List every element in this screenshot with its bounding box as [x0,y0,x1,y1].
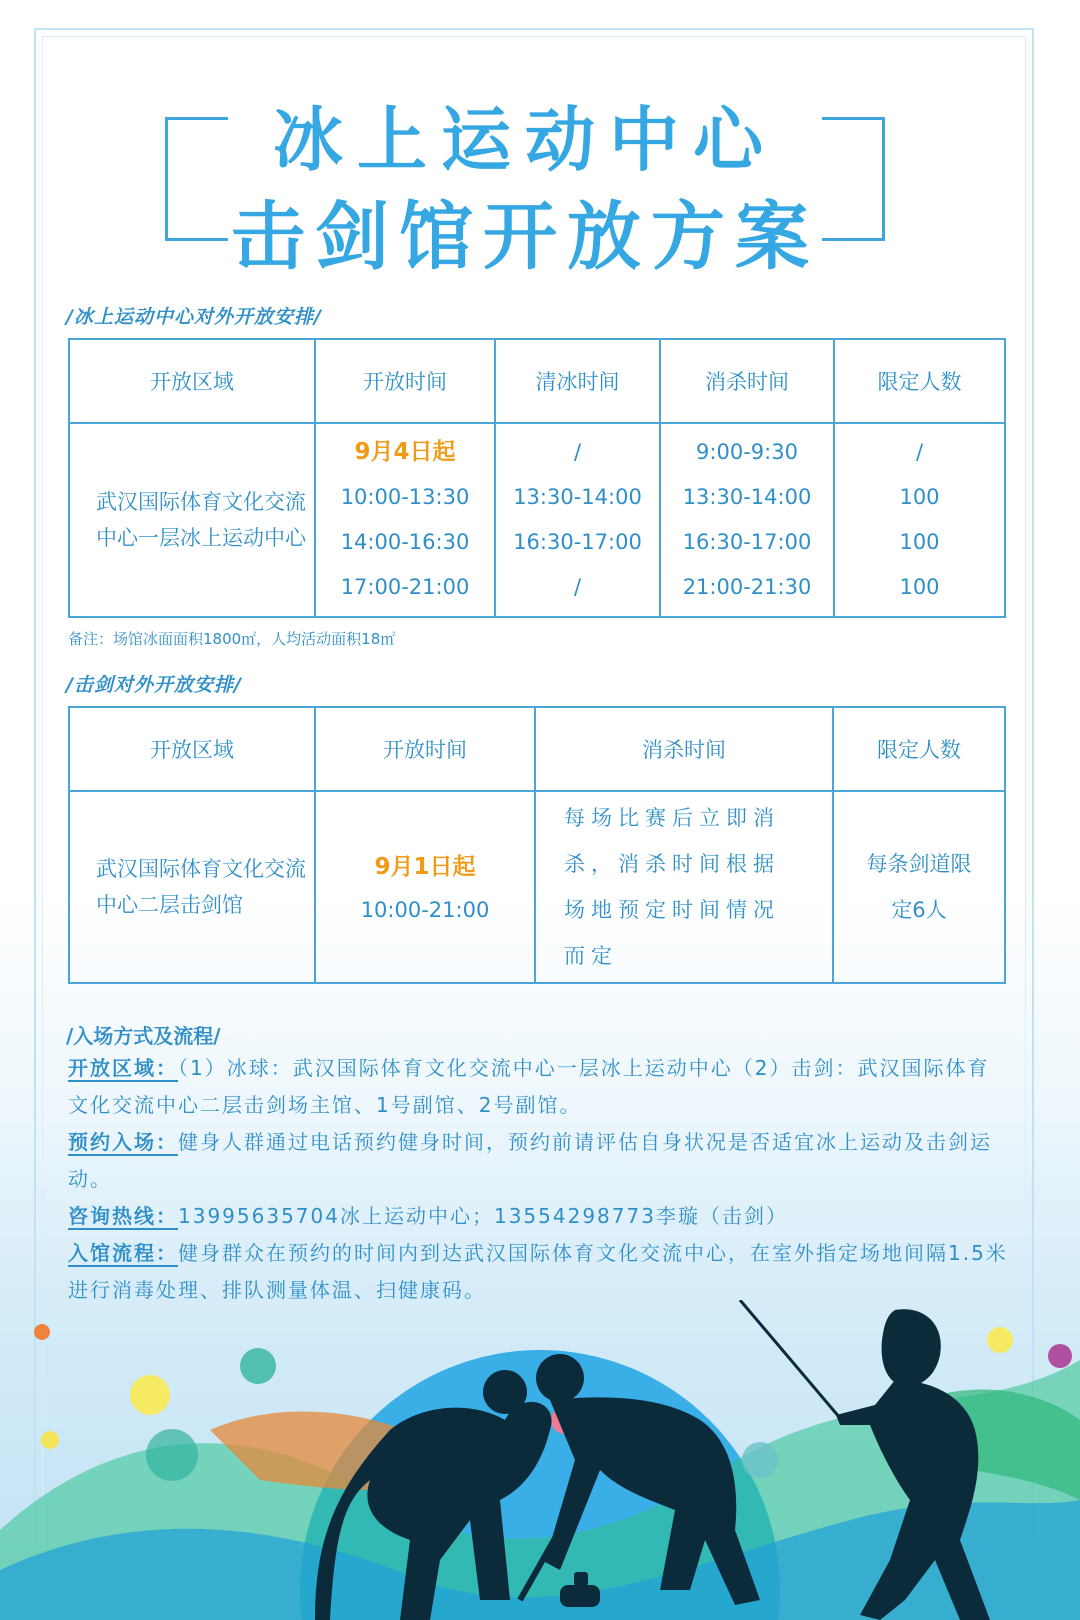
header-cell: 清冰时间 [495,339,660,423]
ice-start-date: 9月4日起 [354,439,456,465]
ice-note: 备注：场馆冰面面积1800㎡，人均活动面积18㎡ [68,630,396,648]
table-row [69,423,1005,617]
fencing-open-time: 10:00-21:00 [360,898,490,922]
fencing-schedule-table [68,706,1006,984]
limit: 100 [899,575,940,599]
ice-open-time-cell [315,423,495,617]
fencing-section-heading: /击剑对外开放安排/ [66,674,242,696]
clean-time: / [573,575,582,599]
title-line-1: 冰上运动中心 [273,99,777,181]
header-cell: 开放时间 [315,339,495,423]
flow-item [68,1235,1008,1309]
fencing-disinfect-cell: 每场比赛后立即消杀，消杀时间根据场地预定时间情况而定 [535,791,833,983]
header-cell: 开放区域 [69,339,315,423]
disinfect-time: 13:30-14:00 [682,485,812,509]
open-time: 14:00-16:30 [340,530,470,554]
table-header-row [69,707,1005,791]
fencing-area-cell: 武汉国际体育文化交流中心二层击剑馆 [69,791,315,983]
table-header-row [69,339,1005,423]
header-cell: 限定人数 [833,707,1005,791]
clean-time: 16:30-17:00 [513,530,642,554]
sports-illustration [0,1300,1080,1620]
limit: 100 [899,485,940,509]
table-row [69,791,1005,983]
flow-item [68,1198,1008,1235]
ice-schedule-table [68,338,1006,618]
flow-item-key: 入馆流程： [68,1241,178,1265]
limit: 100 [899,530,940,554]
open-time: 17:00-21:00 [340,575,470,599]
ice-limit-cell [834,423,1005,617]
disinfect-time: 9:00-9:30 [696,440,798,464]
flow-item [68,1124,1008,1198]
ice-section-heading: /冰上运动中心对外开放安排/ [66,306,322,328]
clean-time: 13:30-14:00 [513,485,642,509]
flow-heading: /入场方式及流程/ [66,1024,221,1048]
clean-time: / [573,440,582,464]
header-cell: 开放区域 [69,707,315,791]
flow-item-text: 13995635704冰上运动中心；13554298773李璇（击剑） [178,1204,788,1228]
fencing-start-date: 9月1日起 [374,854,476,880]
header-cell: 消杀时间 [660,339,834,423]
limit: / [915,440,924,464]
flow-item-text: 健身群众在预约的时间内到达武汉国际体育文化交流中心，在室外指定场地间隔1.5米进行消毒处理、排队测量体温、扫健康码。 [68,1241,1008,1302]
curling-fencing-silhouettes-icon [0,1300,1080,1620]
flow-item-text: （1）冰球：武汉国际体育文化交流中心一层冰上运动中心（2）击剑：武汉国际体育文化交流中心二层击剑场主馆、1号副馆、2号副馆。 [68,1056,990,1117]
flow-item [68,1050,1008,1124]
ice-clean-time-cell [495,423,660,617]
disinfect-time: 21:00-21:30 [682,575,812,599]
title-block [165,82,885,280]
header-cell: 开放时间 [315,707,535,791]
fencing-open-time-cell [315,791,535,983]
open-time: 10:00-13:30 [340,485,470,509]
ice-area-cell: 武汉国际体育文化交流中心一层冰上运动中心 [69,423,315,617]
fencing-limit-cell: 每条剑道限定6人 [833,791,1005,983]
title-line-2: 击剑馆开放方案 [231,194,819,280]
flow-item-key: 开放区域： [68,1056,178,1080]
ice-disinfect-time-cell [660,423,834,617]
flow-item-text: 健身人群通过电话预约健身时间，预约前请评估自身状况是否适宜冰上运动及击剑运动。 [68,1130,992,1191]
header-cell: 消杀时间 [535,707,833,791]
flow-item-key: 预约入场： [68,1130,178,1154]
flow-section [68,1050,1008,1309]
flow-item-key: 咨询热线： [68,1204,178,1228]
header-cell: 限定人数 [834,339,1005,423]
disinfect-time: 16:30-17:00 [682,530,812,554]
